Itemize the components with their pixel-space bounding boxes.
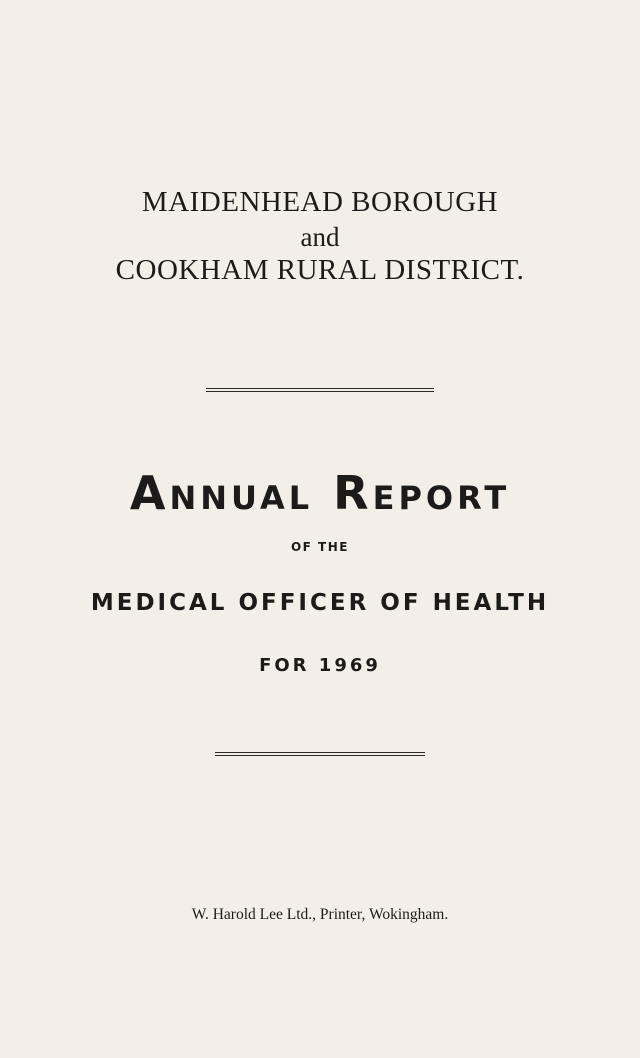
and-connector: and bbox=[300, 222, 340, 252]
of-the-label: OF THE bbox=[290, 540, 349, 554]
bottom-divider-rule bbox=[215, 752, 425, 756]
annual-report-title: Annual Report bbox=[129, 466, 511, 520]
report-year: FOR 1969 bbox=[259, 655, 381, 676]
printer-imprint: W. Harold Lee Ltd., Printer, Wokingham. bbox=[191, 906, 449, 923]
district-heading: COOKHAM RURAL DISTRICT. bbox=[115, 254, 525, 286]
top-divider-rule bbox=[206, 388, 434, 392]
medical-officer-heading: MEDICAL OFFICER OF HEALTH bbox=[90, 590, 550, 616]
borough-heading: MAIDENHEAD BOROUGH bbox=[141, 186, 499, 218]
